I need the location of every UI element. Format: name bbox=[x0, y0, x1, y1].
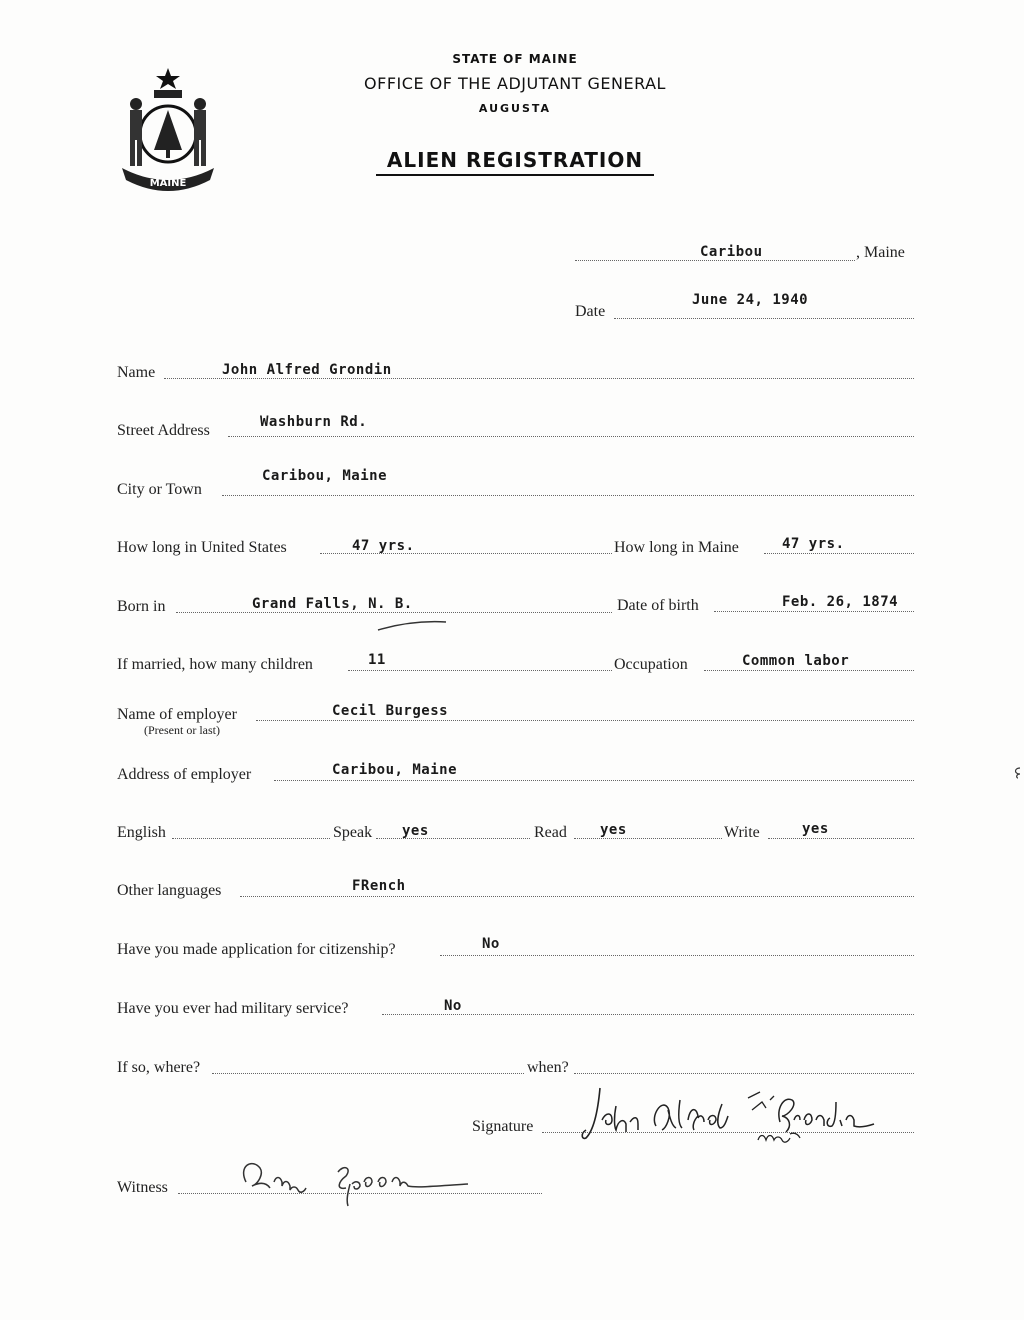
employer-line bbox=[256, 720, 914, 721]
occupation-value: Common labor bbox=[742, 653, 850, 669]
us-years-value: 47 yrs. bbox=[352, 538, 415, 554]
dob-line bbox=[714, 611, 914, 612]
employer-value: Cecil Burgess bbox=[332, 703, 449, 719]
write-label: Write bbox=[724, 824, 760, 841]
military-line bbox=[382, 1014, 914, 1015]
signature-label: Signature bbox=[472, 1118, 534, 1135]
employer-address-line bbox=[274, 780, 914, 781]
other-languages-line bbox=[240, 896, 914, 897]
maine-years-label: How long in Maine bbox=[614, 539, 739, 556]
other-languages-label: Other languages bbox=[117, 882, 222, 899]
city-value: Caribou, Maine bbox=[262, 468, 388, 484]
margin-mark bbox=[1012, 766, 1022, 778]
read-value: yes bbox=[600, 822, 627, 838]
name-line bbox=[164, 378, 914, 379]
occupation-label: Occupation bbox=[614, 656, 688, 673]
date-line bbox=[614, 318, 914, 319]
occupation-line bbox=[704, 670, 914, 671]
handwritten-signature bbox=[580, 1080, 920, 1160]
born-value: Grand Falls, N. B. bbox=[252, 596, 413, 612]
citizenship-label: Have you made application for citizenship? bbox=[117, 941, 396, 958]
dob-value: Feb. 26, 1874 bbox=[782, 594, 899, 610]
born-line bbox=[176, 612, 612, 613]
witness-signature bbox=[228, 1150, 508, 1210]
english-line bbox=[172, 838, 330, 839]
header-city: AUGUSTA bbox=[478, 102, 552, 115]
speak-value: yes bbox=[402, 823, 429, 839]
other-languages-value: FRench bbox=[352, 878, 406, 894]
street-label: Street Address bbox=[117, 422, 210, 439]
employer-address-value: Caribou, Maine bbox=[332, 762, 458, 778]
speak-label: Speak bbox=[333, 824, 373, 841]
children-value: 11 bbox=[368, 652, 386, 668]
place-value: Caribou bbox=[700, 244, 763, 260]
when-label: when? bbox=[527, 1059, 569, 1076]
witness-label: Witness bbox=[117, 1179, 168, 1196]
street-value: Washburn Rd. bbox=[260, 414, 368, 430]
date-label: Date bbox=[575, 303, 606, 320]
city-line bbox=[222, 495, 914, 496]
write-value: yes bbox=[802, 821, 829, 837]
name-value: John Alfred Grondin bbox=[222, 362, 392, 378]
citizenship-line bbox=[440, 955, 914, 956]
employer-label: Name of employer bbox=[117, 706, 237, 723]
military-label: Have you ever had military service? bbox=[117, 1000, 349, 1017]
employer-sublabel: (Present or last) bbox=[144, 723, 220, 737]
citizenship-value: No bbox=[482, 936, 500, 952]
page-title: ALIEN REGISTRATION bbox=[376, 148, 654, 176]
children-label: If married, how many children bbox=[117, 656, 313, 673]
maine-years-line bbox=[764, 553, 914, 554]
employer-address-label: Address of employer bbox=[117, 766, 252, 783]
military-value: No bbox=[444, 998, 462, 1014]
dob-label: Date of birth bbox=[617, 597, 699, 614]
pen-underline-mark bbox=[376, 618, 448, 634]
place-suffix: , Maine bbox=[856, 244, 905, 261]
maine-years-value: 47 yrs. bbox=[782, 536, 845, 552]
name-label: Name bbox=[117, 364, 156, 381]
read-label: Read bbox=[534, 824, 567, 841]
where-line bbox=[212, 1073, 524, 1074]
header-state: STATE OF MAINE bbox=[452, 52, 578, 66]
street-line bbox=[228, 436, 914, 437]
english-label: English bbox=[117, 824, 166, 841]
where-label: If so, where? bbox=[117, 1059, 201, 1076]
seal-banner-text: MAINE bbox=[149, 178, 187, 189]
speak-line bbox=[376, 838, 530, 839]
read-line bbox=[574, 838, 722, 839]
us-years-label: How long in United States bbox=[117, 539, 287, 556]
place-line bbox=[575, 260, 855, 261]
header-office: OFFICE OF THE ADJUTANT GENERAL bbox=[364, 74, 666, 93]
maine-seal-icon bbox=[112, 64, 224, 194]
when-line bbox=[574, 1073, 914, 1074]
city-label: City or Town bbox=[117, 481, 202, 498]
born-label: Born in bbox=[117, 598, 166, 615]
date-value: June 24, 1940 bbox=[692, 292, 809, 308]
children-line bbox=[348, 670, 612, 671]
write-line bbox=[768, 838, 914, 839]
